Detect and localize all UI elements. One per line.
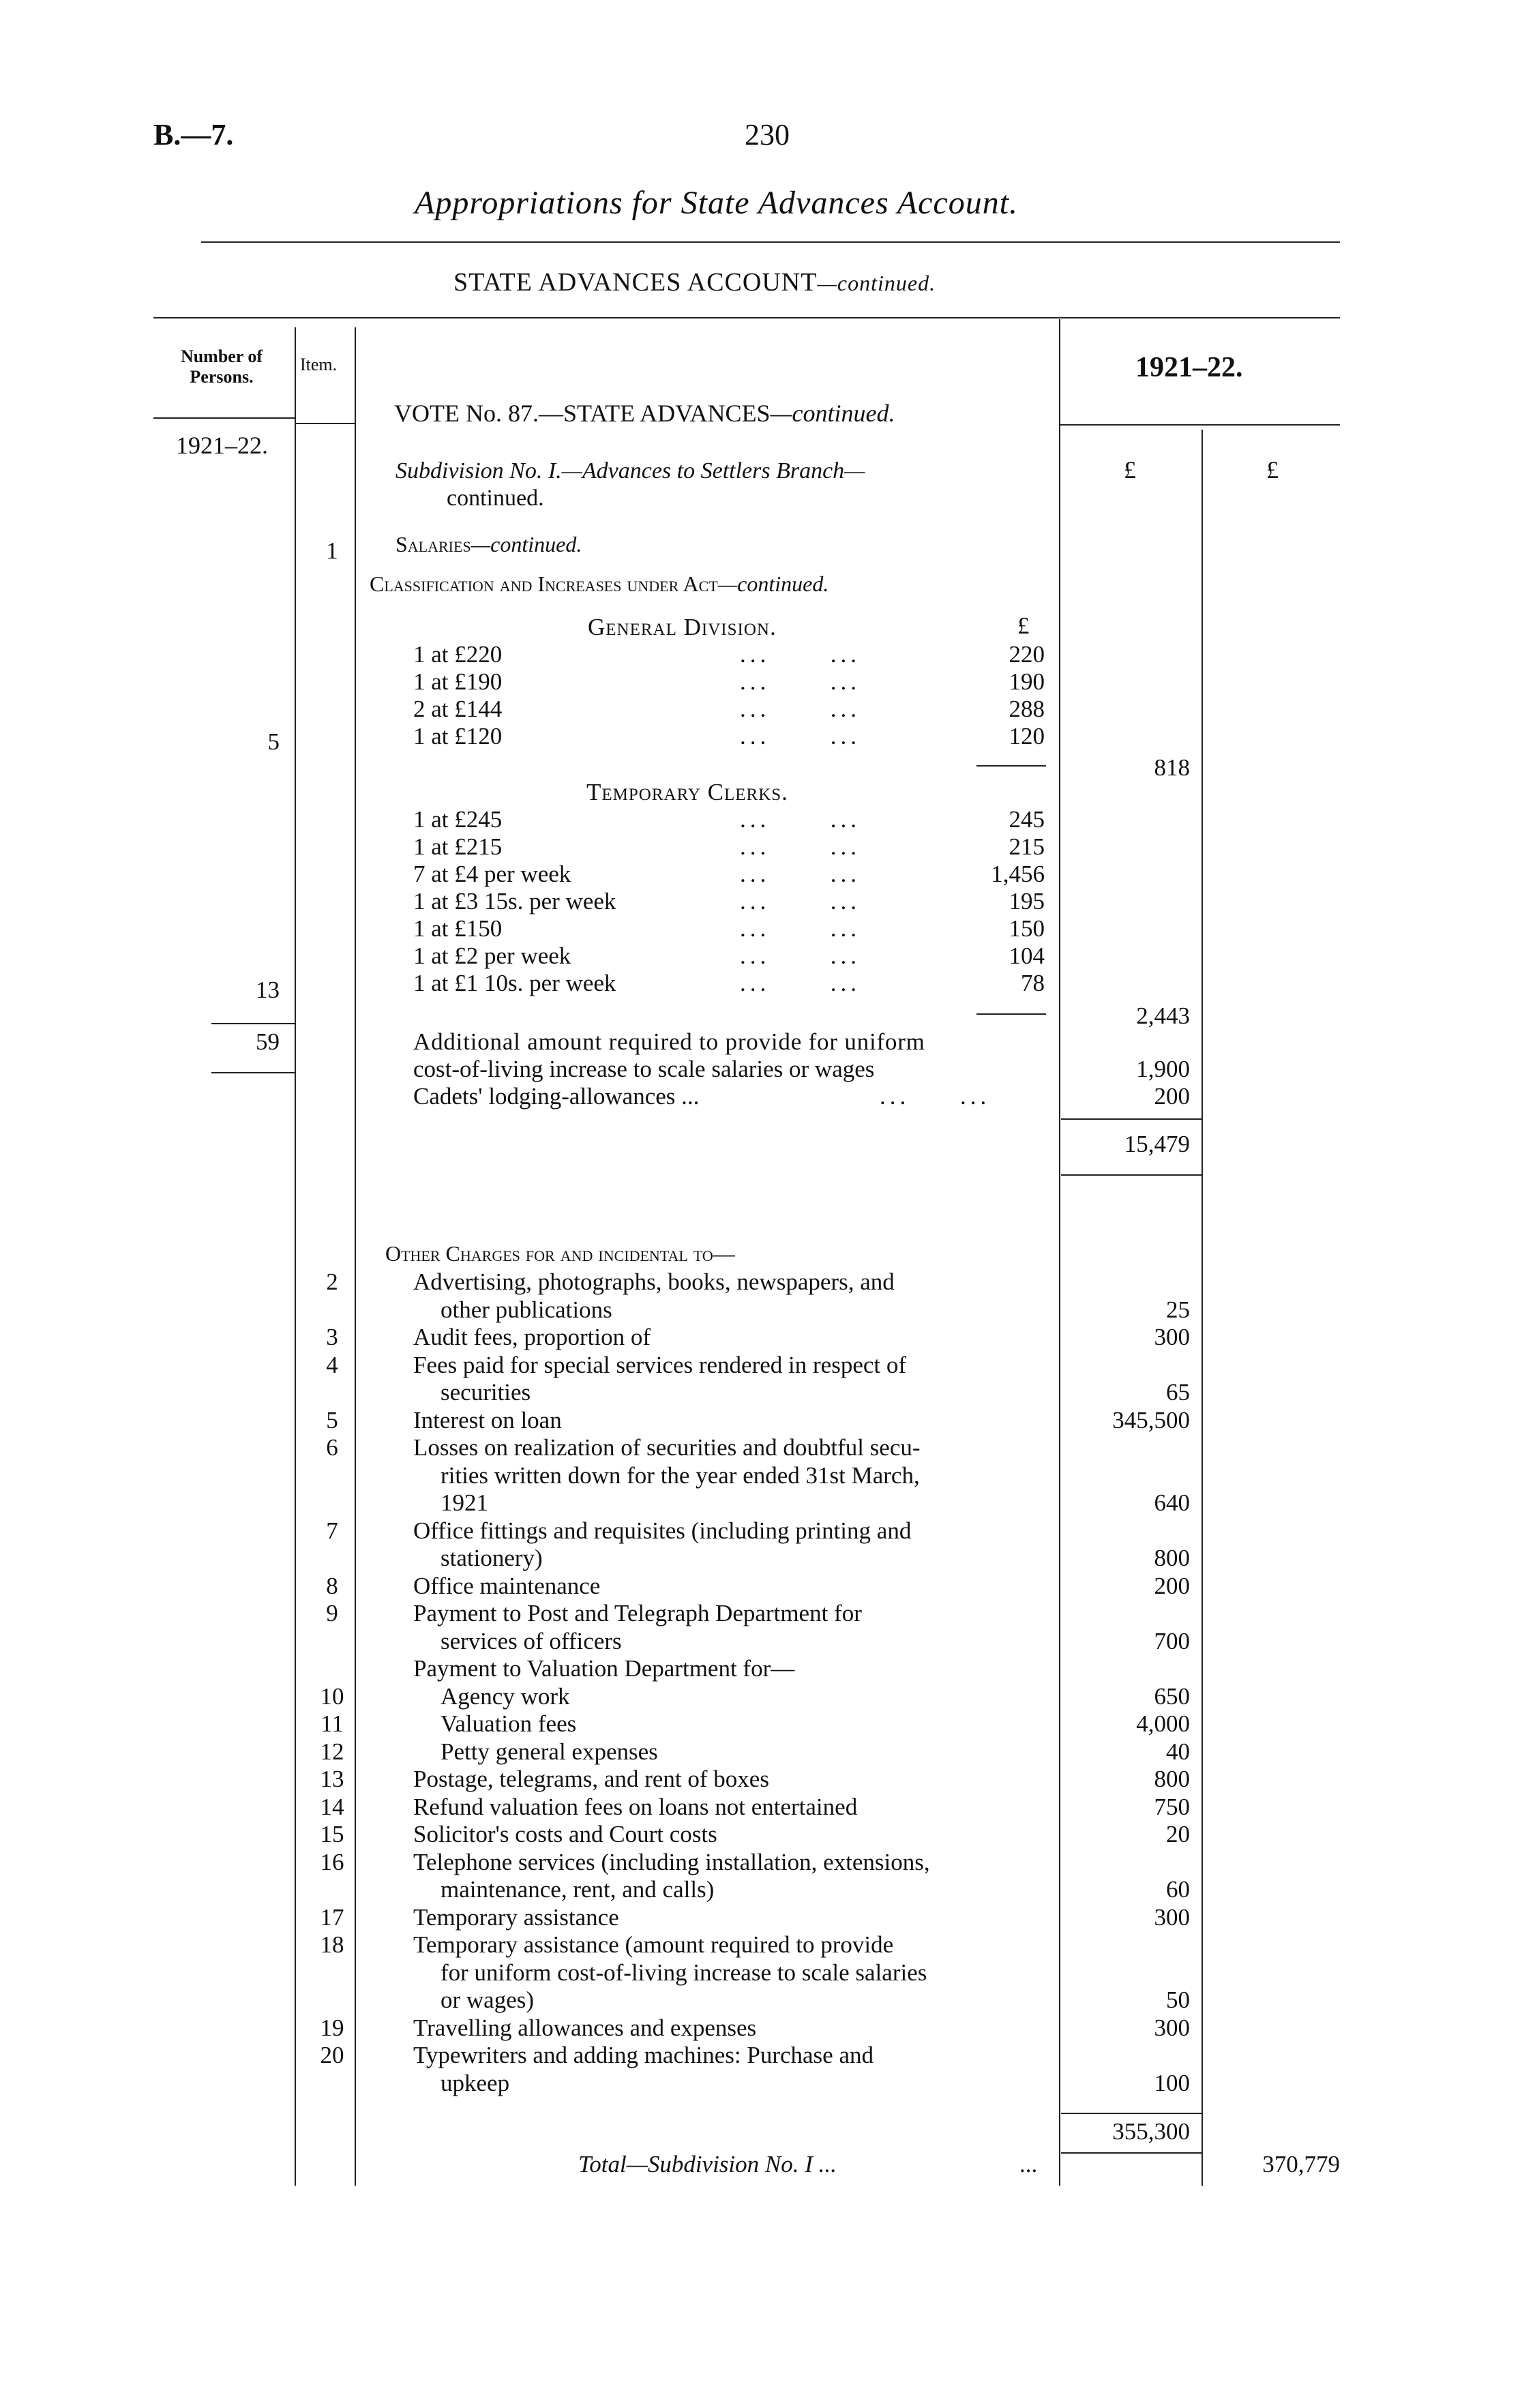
temporary-clerks-row-value: 104 xyxy=(1009,942,1045,969)
other-charge-value: 345,500 xyxy=(1112,1406,1190,1433)
other-charge-line: Office maintenance xyxy=(413,1572,601,1599)
other-charge-line: Interest on loan xyxy=(413,1406,562,1433)
salaries-total-rule-top xyxy=(1061,1118,1202,1120)
temporary-clerks-subtotal: 2,443 xyxy=(1136,1002,1190,1029)
temporary-clerks-row-dots: ... ... xyxy=(740,970,861,996)
year-header: 1921–22. xyxy=(1135,352,1243,383)
temporary-clerks-row-label: 1 at £2 per week xyxy=(413,942,571,969)
other-charge-value: 4,000 xyxy=(1136,1710,1190,1737)
other-charge-line: or wages) xyxy=(441,1987,535,2013)
col-desc-money-divider xyxy=(1059,319,1060,2186)
title-rule xyxy=(201,241,1340,243)
salaries-heading xyxy=(396,532,582,557)
other-charge-item-number: 3 xyxy=(326,1324,338,1350)
temporary-clerks-row-value: 215 xyxy=(1009,833,1045,860)
col-item-desc-divider xyxy=(355,327,356,2186)
other-charge-item-number: 2 xyxy=(326,1268,338,1295)
classification-suffix: —continued. xyxy=(717,571,829,596)
temporary-clerks-sum-rule xyxy=(976,1013,1046,1015)
other-charges-heading: Other Charges for and incidental to— xyxy=(385,1241,735,1266)
other-charge-value: 40 xyxy=(1166,1738,1190,1765)
other-charge-line: Audit fees, proportion of xyxy=(413,1324,651,1350)
account-suffix: —continued. xyxy=(817,271,936,295)
salaries-item-number: 1 xyxy=(326,537,338,564)
col-num-item-divider xyxy=(295,327,296,2186)
other-charge-value: 750 xyxy=(1154,1793,1190,1820)
other-charge-line: Solicitor's costs and Court costs xyxy=(413,1821,717,1847)
temporary-clerks-row-value: 78 xyxy=(1021,970,1045,996)
subdivision-title-cont: continued. xyxy=(447,486,544,511)
other-charge-line: Typewriters and adding machines: Purchase and xyxy=(413,2042,874,2068)
other-charge-item-number: 19 xyxy=(320,2014,344,2041)
account-heading xyxy=(453,267,936,297)
year-underline xyxy=(1060,424,1340,426)
other-charge-value: 640 xyxy=(1154,1489,1190,1516)
temporary-clerks-row-label: 7 at £4 per week xyxy=(413,861,571,887)
general-division-row-label: 2 at £144 xyxy=(413,696,503,722)
general-division-subtotal: 818 xyxy=(1154,754,1190,781)
additional-line-2: cost-of-living increase to scale salaries or wages xyxy=(413,1056,875,1082)
other-charge-line: 1921 xyxy=(441,1489,488,1516)
other-charge-line: Agency work xyxy=(441,1682,570,1710)
temporary-clerks-row-dots: ... ... xyxy=(740,861,861,887)
other-charges-total: 355,300 xyxy=(1112,2118,1190,2145)
other-charge-line: Temporary assistance xyxy=(413,1903,619,1931)
other-charge-value: 200 xyxy=(1154,1572,1190,1599)
other-charge-item-number: 16 xyxy=(320,1848,344,1875)
temporary-clerks-row-dots: ... ... xyxy=(740,888,861,915)
salaries-label: Salaries xyxy=(396,532,471,556)
other-charge-value: 300 xyxy=(1154,2014,1190,2041)
other-charge-value: 800 xyxy=(1154,1766,1190,1792)
other-charge-item-number: 9 xyxy=(326,1600,338,1626)
other-charge-value: 800 xyxy=(1154,1545,1190,1571)
other-charge-line: Postage, telegrams, and rent of boxes xyxy=(413,1766,769,1792)
other-charge-value: 20 xyxy=(1166,1821,1190,1847)
other-charge-value: 60 xyxy=(1166,1876,1190,1903)
other-charge-line: Telephone services (including installation, extensions, xyxy=(413,1848,930,1875)
vote-title-suffix: —continued. xyxy=(770,400,895,427)
general-division-row-value: 120 xyxy=(1009,723,1045,749)
salaries-total: 15,479 xyxy=(1124,1131,1190,1157)
temporary-clerks-row-label: 1 at £215 xyxy=(413,833,503,860)
vote-title xyxy=(394,399,895,428)
other-charge-item-number: 15 xyxy=(320,1821,344,1847)
subdivision-title: Subdivision No. I.—Advances to Settlers Branch— xyxy=(396,458,865,484)
item-header: Item. xyxy=(300,355,338,374)
other-charge-line: Office fittings and requisites (including printing and xyxy=(413,1517,912,1544)
other-charge-line: Losses on realization of securities and doubtful secu- xyxy=(413,1434,921,1461)
general-division-row-label: 1 at £220 xyxy=(413,641,503,668)
other-charge-value: 25 xyxy=(1166,1296,1190,1323)
cadets-value: 200 xyxy=(1154,1083,1190,1110)
other-charge-item-number: 4 xyxy=(326,1351,338,1378)
other-charge-item-number: 20 xyxy=(320,2042,344,2068)
grand-total: 370,779 xyxy=(1262,2151,1340,2177)
other-charge-line: other publications xyxy=(441,1296,612,1323)
general-division-row-dots: ... ... xyxy=(740,668,861,695)
other-charge-line: services of officers xyxy=(441,1627,622,1654)
persons-year: 1921–22. xyxy=(176,432,268,459)
temporary-clerks-row-value: 150 xyxy=(1009,915,1045,942)
other-charge-item-number: 5 xyxy=(326,1406,338,1433)
item-header-underline xyxy=(296,423,355,424)
additional-value: 1,900 xyxy=(1136,1056,1190,1082)
general-division-row-value: 220 xyxy=(1009,641,1045,668)
other-charge-item-number: 11 xyxy=(320,1710,344,1737)
document-reference: B.—7. xyxy=(153,118,234,151)
other-charge-line: Valuation fees xyxy=(441,1710,577,1737)
other-charge-item-number: 17 xyxy=(320,1903,344,1931)
general-division-sum-rule xyxy=(976,765,1046,767)
temporary-clerks-row-dots: ... ... xyxy=(740,806,861,833)
persons-sum-rule-bottom xyxy=(211,1072,295,1073)
other-charge-line: for uniform cost-of-living increase to scale salaries xyxy=(441,1959,927,1986)
persons-sum-rule-top xyxy=(211,1023,295,1024)
temporary-clerks-row-label: 1 at £150 xyxy=(413,915,503,942)
number-header-underline xyxy=(153,417,295,419)
classification-heading xyxy=(370,571,829,597)
general-division-row-label: 1 at £120 xyxy=(413,723,503,749)
other-charge-line: maintenance, rent, and calls) xyxy=(441,1876,715,1903)
other-charges-total-rule-bottom xyxy=(1061,2152,1202,2154)
other-charge-line: Temporary assistance (amount required to provide xyxy=(413,1931,894,1958)
other-charge-value: 300 xyxy=(1154,1324,1190,1350)
pound-header-1: £ xyxy=(1124,456,1136,484)
other-charge-line: upkeep xyxy=(441,2069,510,2096)
temporary-clerks-row-dots: ... ... xyxy=(740,915,861,942)
other-charge-item-number: 12 xyxy=(320,1738,344,1765)
other-charge-line: Refund valuation fees on loans not entertained xyxy=(413,1793,858,1820)
general-division-row-dots: ... ... xyxy=(740,723,861,749)
col-money-split-divider xyxy=(1202,430,1203,2186)
table-top-rule xyxy=(153,317,1340,318)
classification-label: Classification and Increases under Act xyxy=(370,571,718,596)
cadets-line: Cadets' lodging-allowances ... xyxy=(413,1083,700,1110)
other-charge-value: 300 xyxy=(1154,1903,1190,1931)
general-division-pound: £ xyxy=(1017,612,1030,639)
page-title: Appropriations for State Advances Account. xyxy=(415,185,1019,221)
general-division-row-value: 288 xyxy=(1009,696,1045,722)
salaries-suffix: —continued. xyxy=(471,532,582,556)
pound-header-2: £ xyxy=(1266,456,1279,484)
temporary-clerks-row-label: 1 at £1 10s. per week xyxy=(413,970,616,996)
additional-line-1: Additional amount required to provide for uniform xyxy=(413,1028,925,1055)
other-charge-line: Payment to Valuation Department for— xyxy=(413,1655,795,1682)
general-division-persons: 5 xyxy=(267,728,280,755)
page-number: 230 xyxy=(745,118,790,151)
other-charge-item-number: 13 xyxy=(320,1766,344,1792)
other-charge-value: 650 xyxy=(1154,1682,1190,1710)
other-charge-line: Fees paid for special services rendered in respect of xyxy=(413,1351,907,1378)
temporary-clerks-row-label: 1 at £245 xyxy=(413,806,503,833)
other-charge-value: 65 xyxy=(1166,1379,1190,1406)
general-division-row-value: 190 xyxy=(1009,668,1045,695)
subdivision-total-dots: ... xyxy=(1019,2151,1038,2177)
other-charge-item-number: 14 xyxy=(320,1793,344,1820)
number-of-persons-header: Number of Persons. xyxy=(180,346,263,387)
other-charge-line: Advertising, photographs, books, newspapers, and xyxy=(413,1268,895,1295)
temporary-clerks-row-label: 1 at £3 15s. per week xyxy=(413,888,616,915)
vote-title-text: VOTE No. 87.—STATE ADVANCES xyxy=(394,400,771,427)
other-charge-item-number: 18 xyxy=(320,1931,344,1958)
temporary-clerks-row-value: 245 xyxy=(1009,806,1045,833)
temporary-clerks-row-value: 195 xyxy=(1009,888,1045,915)
temporary-clerks-row-dots: ... ... xyxy=(740,942,861,969)
persons-total: 59 xyxy=(256,1028,280,1055)
other-charge-line: Petty general expenses xyxy=(441,1738,658,1765)
other-charge-value: 700 xyxy=(1154,1627,1190,1654)
temporary-clerks-heading: Temporary Clerks. xyxy=(586,779,788,805)
temporary-clerks-row-value: 1,456 xyxy=(991,861,1045,887)
other-charge-line: securities xyxy=(441,1379,531,1406)
other-charge-line: rities written down for the year ended 31st March, xyxy=(441,1461,920,1489)
cadets-dots: ... ... xyxy=(880,1083,991,1110)
other-charges-total-rule-top xyxy=(1061,2113,1202,2114)
general-division-row-label: 1 at £190 xyxy=(413,668,503,695)
other-charge-line: Travelling allowances and expenses xyxy=(413,2014,757,2041)
general-division-heading: General Division. xyxy=(588,614,777,640)
other-charge-item-number: 6 xyxy=(326,1434,338,1461)
other-charge-line: Payment to Post and Telegraph Department for xyxy=(413,1600,862,1626)
salaries-total-rule-bottom xyxy=(1061,1174,1202,1176)
other-charge-item-number: 10 xyxy=(320,1682,344,1710)
other-charge-item-number: 8 xyxy=(326,1572,338,1599)
temporary-clerks-persons: 13 xyxy=(256,977,280,1003)
other-charge-value: 100 xyxy=(1154,2069,1190,2096)
other-charge-value: 50 xyxy=(1166,1987,1190,2013)
account-name: STATE ADVANCES ACCOUNT xyxy=(453,268,818,297)
other-charge-line: stationery) xyxy=(441,1545,543,1571)
general-division-row-dots: ... ... xyxy=(740,696,861,722)
subdivision-total-label: Total—Subdivision No. I ... xyxy=(578,2151,837,2177)
temporary-clerks-row-dots: ... ... xyxy=(740,833,861,860)
general-division-row-dots: ... ... xyxy=(740,641,861,668)
other-charge-item-number: 7 xyxy=(326,1517,338,1544)
